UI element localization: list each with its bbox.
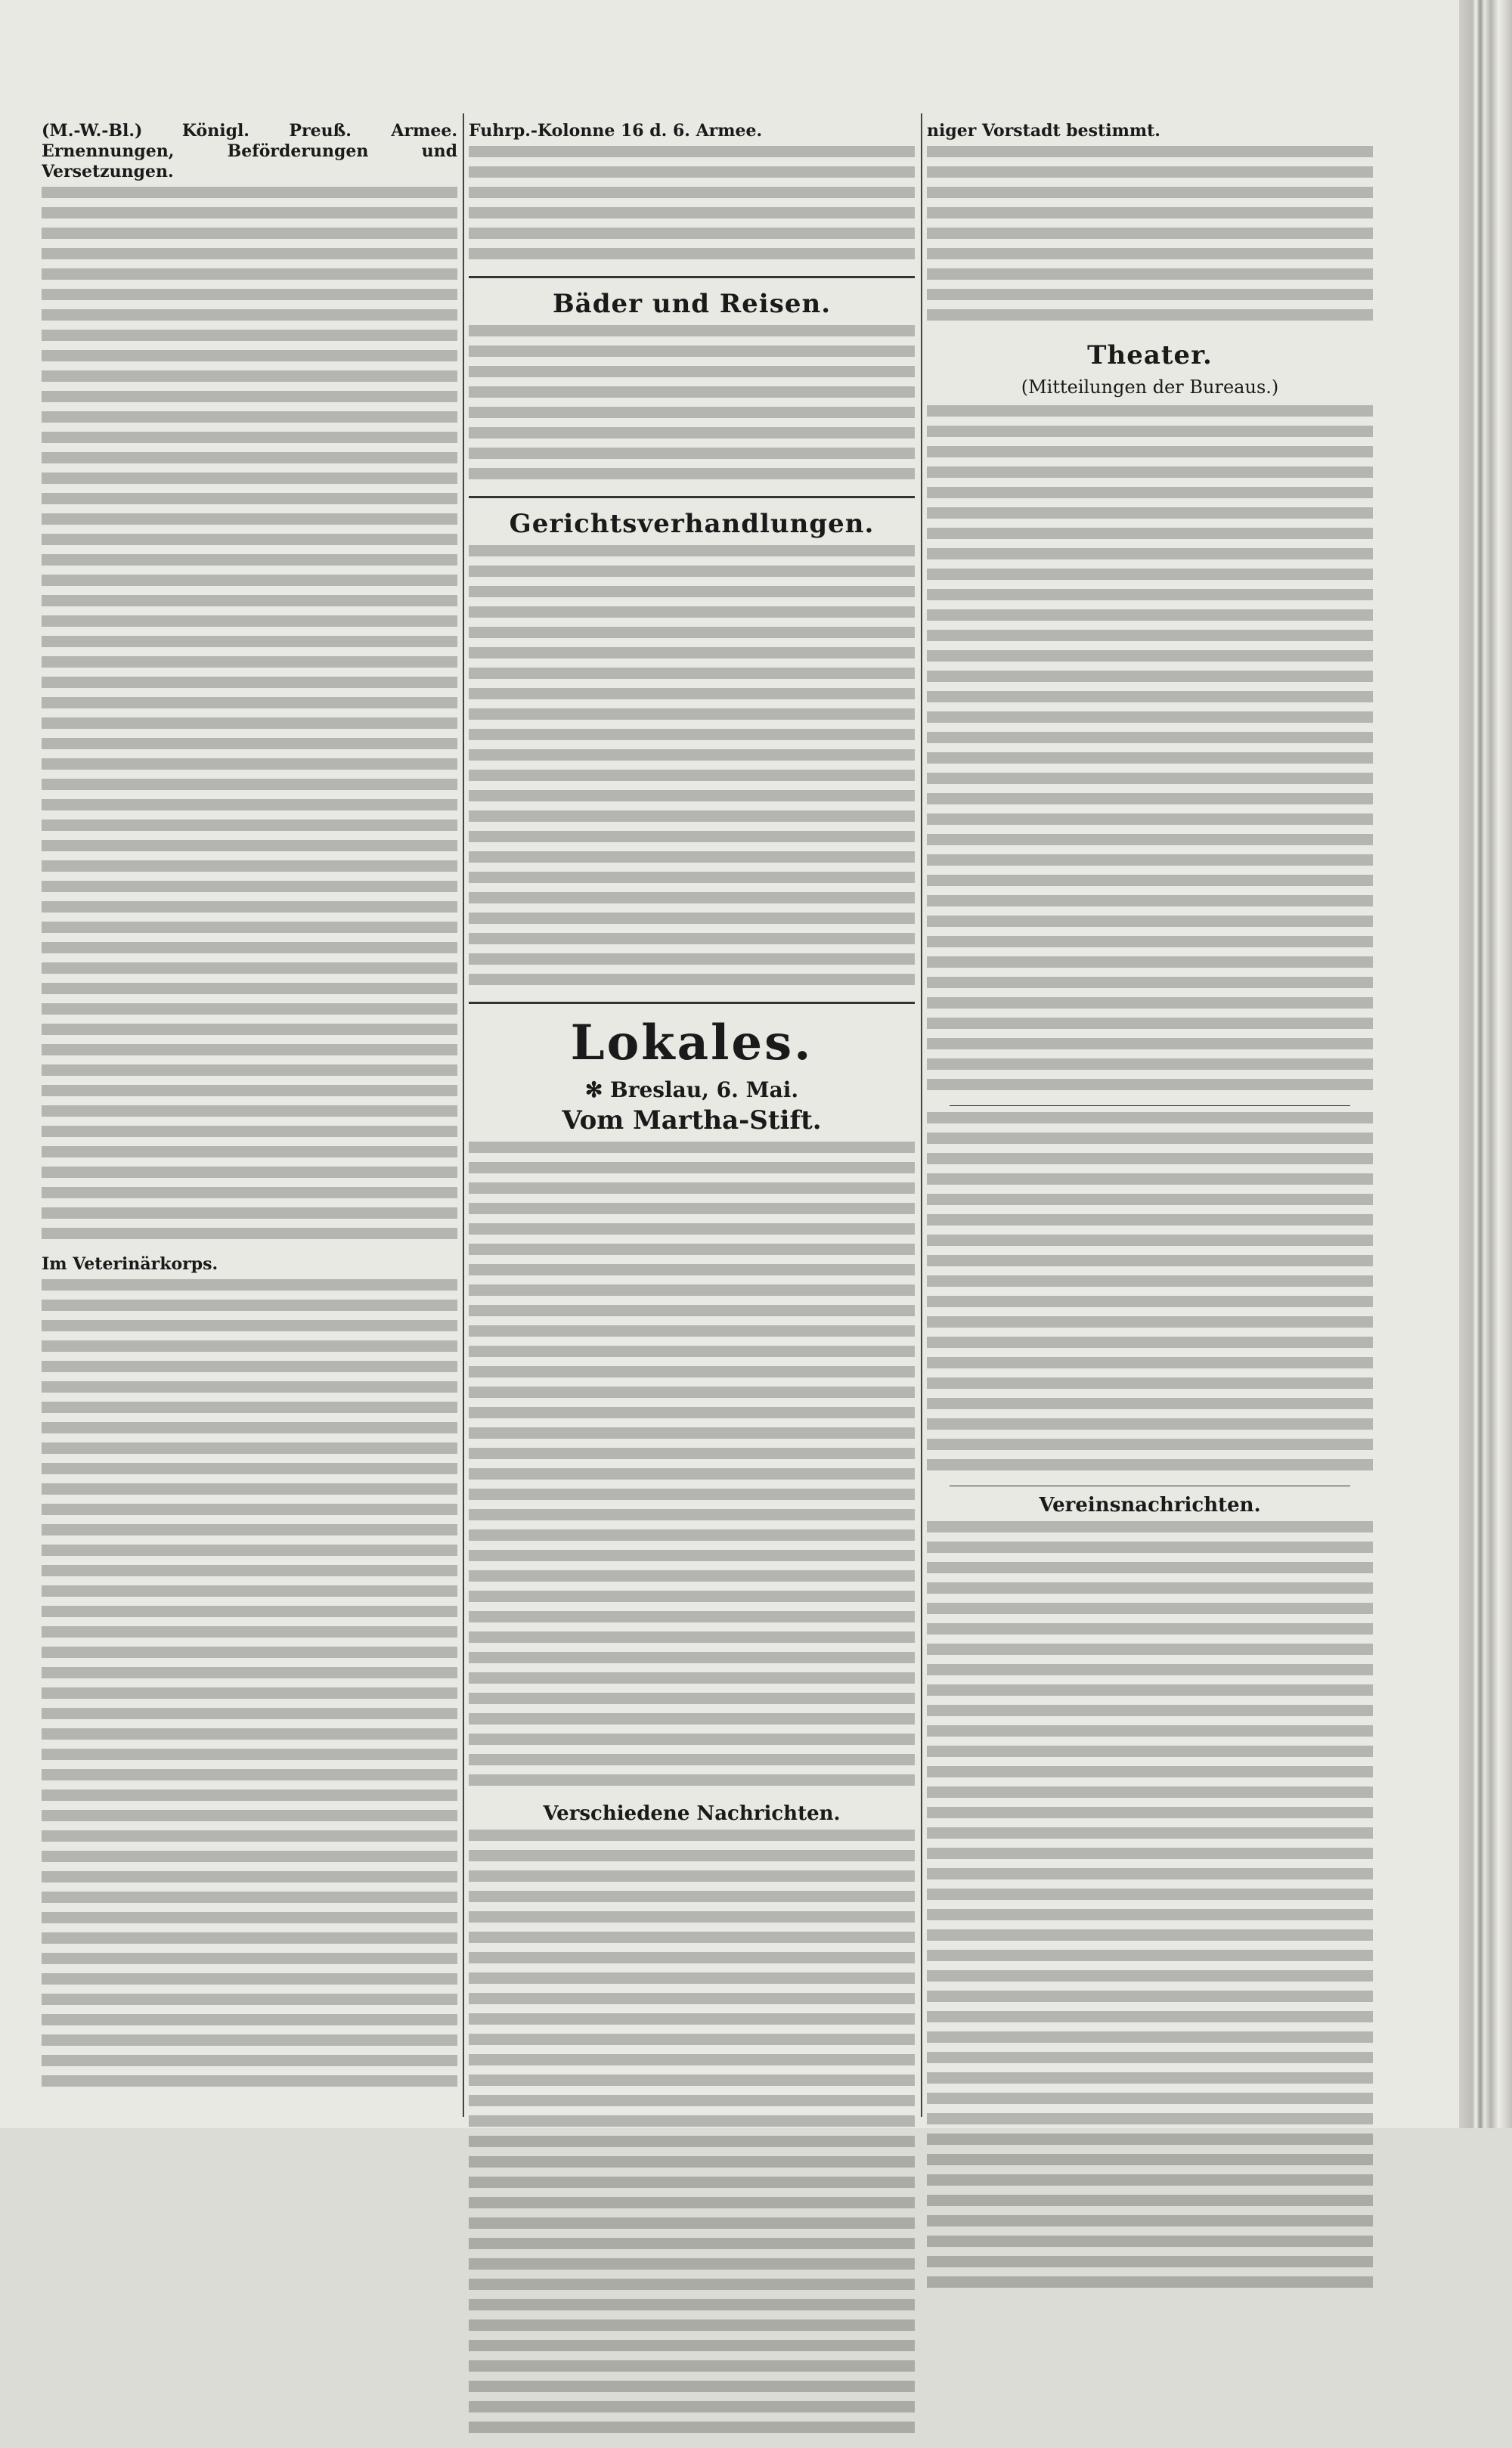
heading-verschiedene-nachrichten: Verschiedene Nachrichten. [543,1802,841,1825]
text-block [469,1830,915,2442]
section-divider [469,1002,915,1004]
page-edge-binding [1459,0,1512,2128]
section-divider [950,1105,1350,1106]
text-block [927,1112,1373,1480]
heading-baeder-und-reisen: Bäder und Reisen. [552,289,832,319]
column-2-top-text: Fuhrp.-Kolonne 16 d. 6. Armee. [469,121,763,141]
heading-martha-stift: Vom Martha-Stift. [562,1105,822,1136]
text-block [927,1521,1373,2297]
column-2 [469,121,915,2448]
text-block [927,146,1373,330]
column-rule-1 [463,113,464,2117]
heading-theater: Theater. [1087,340,1213,370]
heading-vereinsnachrichten: Vereinsnachrichten. [1039,1494,1261,1517]
column-3-top-text: niger Vorstadt bestimmt. [927,121,1160,141]
text-block [469,1142,915,1795]
text-block [42,187,457,1248]
veterinary-corps-heading: Im Veterinärkorps. [42,1254,218,1274]
column-1 [42,121,457,2102]
heading-lokales: Lokales. [570,1015,813,1071]
text-block [469,325,915,488]
military-notice-opening: (M.-W.-Bl.) Königl. Preuß. Armee. Ernennungen, Beförderungen und Versetzungen. [42,121,457,181]
section-divider [469,276,915,278]
column-rule-2 [921,113,922,2117]
text-block [927,405,1373,1099]
dateline: ✻ Breslau, 6. Mai. [584,1077,799,1102]
section-divider [469,496,915,498]
heading-gerichtsverhandlungen: Gerichtsverhandlungen. [509,509,875,539]
text-block [469,545,915,994]
text-block [42,1279,457,2096]
text-block [469,146,915,268]
theater-subheading: (Mitteilungen der Bureaus.) [1021,376,1279,398]
column-3 [927,121,1373,2303]
